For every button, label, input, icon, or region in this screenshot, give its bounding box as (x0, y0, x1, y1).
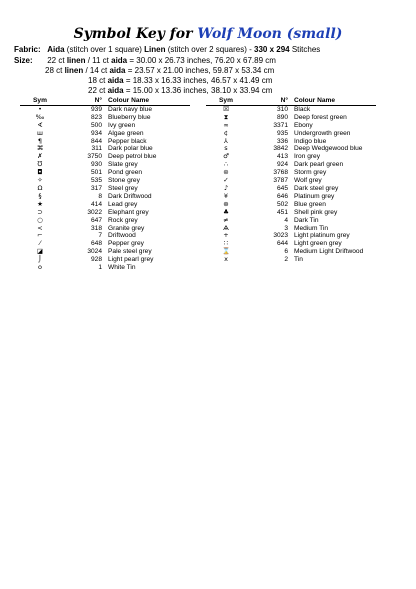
thread-number: 336 (276, 137, 288, 145)
table-row (20, 201, 190, 209)
colour-name: Dark Tin (294, 216, 319, 224)
table-row (206, 201, 376, 209)
colour-name: Pond green (108, 169, 143, 177)
symbol-glyph: ≠ (223, 215, 229, 224)
colour-name: Indigo blue (294, 137, 327, 145)
size-fabric: aida (107, 76, 124, 85)
thread-number: 3371 (273, 121, 288, 129)
colour-name: Deep Wedgewood blue (294, 145, 363, 153)
thread-number: 935 (276, 129, 288, 137)
table-row (20, 217, 190, 225)
colour-name: Medium Tin (294, 224, 329, 232)
thread-number: 823 (90, 113, 102, 121)
symbol-glyph: ○ (37, 215, 43, 224)
symbol-glyph: ☒ (223, 104, 229, 113)
fabric-aida: Aida (47, 45, 65, 54)
symbol-glyph: ⊛ (223, 199, 229, 208)
thread-number: 4 (284, 216, 288, 224)
table-header-row (206, 97, 376, 105)
table-header-row (20, 97, 190, 105)
thread-number: 413 (276, 153, 288, 161)
symbol-glyph: ∴ (223, 160, 229, 169)
table-row (20, 145, 190, 153)
size-fabric: aida (111, 56, 128, 65)
size-line-1 (14, 56, 276, 66)
thread-number: 451 (276, 208, 288, 216)
colour-name: Light platinum grey (294, 232, 350, 240)
size-fabric: aida (107, 86, 124, 95)
thread-number: 890 (276, 113, 288, 121)
thread-number: 3022 (87, 208, 102, 216)
thread-number: 934 (90, 129, 102, 137)
symbol-glyph: ✧ (37, 176, 43, 185)
symbol-glyph: ◘ (37, 168, 43, 177)
table-row (206, 138, 376, 146)
table-row (206, 153, 376, 161)
size-count: / 14 ct (83, 66, 110, 75)
table-row (20, 240, 190, 248)
colour-name: Medium Light Driftwood (294, 248, 364, 256)
symbol-glyph: ✓ (223, 176, 229, 185)
size-line-4 (88, 86, 272, 96)
thread-number: 1 (98, 264, 102, 272)
thread-number: 318 (90, 224, 102, 232)
header-number: N° (60, 97, 108, 105)
header-colour-name: Colour Name (294, 97, 376, 105)
colour-name: Elephant grey (108, 208, 149, 216)
symbol-glyph: ⌛ (221, 247, 231, 256)
colour-name: Algae green (108, 129, 144, 137)
thread-number: 501 (90, 169, 102, 177)
symbol-glyph: ⌐ (37, 231, 43, 240)
symbol-glyph: ¥ (223, 191, 229, 200)
symbol-table-left (20, 97, 190, 272)
colour-name: Pepper black (108, 137, 147, 145)
table-row (20, 232, 190, 240)
table-row (206, 232, 376, 240)
colour-name: Lead grey (108, 200, 138, 208)
fabric-linen: Linen (144, 45, 166, 54)
table-row (206, 193, 376, 201)
table-row (20, 153, 190, 161)
colour-name: Black (294, 105, 311, 113)
colour-name: Undergrowth green (294, 129, 351, 137)
symbol-glyph: Ω (37, 183, 43, 192)
thread-number: 3 (284, 224, 288, 232)
thread-number: 3787 (273, 177, 288, 185)
symbol-glyph: ♪ (223, 183, 229, 192)
table-row (20, 264, 190, 272)
symbol-glyph: § (38, 191, 42, 200)
page-title (0, 26, 416, 42)
thread-number: 3023 (273, 232, 288, 240)
table-row (20, 177, 190, 185)
thread-number: 500 (90, 121, 102, 129)
symbol-glyph: ⅄ (224, 136, 228, 145)
size-fabric: linen (66, 56, 86, 65)
thread-number: 648 (90, 240, 102, 248)
header-number: N° (246, 97, 294, 105)
table-row (20, 225, 190, 233)
table-row (20, 169, 190, 177)
size-line-2 (45, 66, 274, 76)
colour-name: Blue green (294, 200, 326, 208)
symbol-glyph: ⊜ (223, 168, 229, 177)
fabric-stitch-count: 330 x 294 (254, 45, 290, 54)
thread-number: 644 (276, 240, 288, 248)
symbol-glyph: ✗ (37, 152, 43, 161)
table-row (206, 169, 376, 177)
table-row (206, 248, 376, 256)
table-row (206, 256, 376, 264)
colour-name: Deep petrol blue (108, 153, 157, 161)
colour-name: White Tin (108, 264, 136, 272)
size-count: 22 ct (47, 56, 67, 65)
table-row (206, 177, 376, 185)
thread-number: 928 (90, 256, 102, 264)
thread-number: 414 (90, 200, 102, 208)
table-row (20, 193, 190, 201)
thread-number: 647 (90, 216, 102, 224)
table-row (206, 122, 376, 130)
colour-name: Ivy green (108, 121, 136, 129)
title-prefix: Symbol Key for (73, 26, 198, 42)
size-count: / 11 ct (85, 56, 112, 65)
colour-name: Steel grey (108, 184, 138, 192)
symbol-glyph: ℧ (37, 160, 43, 169)
fabric-line (14, 45, 320, 55)
colour-name: Pale steel grey (108, 248, 152, 256)
colour-name: Dark pearl green (294, 161, 344, 169)
thread-number: 311 (91, 145, 102, 153)
thread-number: 3750 (87, 153, 102, 161)
thread-number: 535 (90, 177, 102, 185)
table-row (20, 161, 190, 169)
symbol-glyph: Ѧ (223, 223, 229, 232)
symbol-glyph: ⧗ (223, 112, 229, 121)
header-colour-name: Colour Name (108, 97, 190, 105)
size-count: 18 ct (88, 76, 108, 85)
thread-number: 844 (90, 137, 102, 145)
header-sym: Sym (20, 97, 60, 105)
colour-name: Light pearl grey (108, 256, 154, 264)
symbol-glyph: + (223, 231, 229, 240)
colour-name: Light green grey (294, 240, 342, 248)
table-row (20, 105, 190, 113)
table-row (20, 114, 190, 122)
fabric-aida-note: (stitch over 1 square) (64, 45, 145, 54)
colour-name: Slate grey (108, 161, 138, 169)
size-count: 22 ct (88, 86, 108, 95)
symbol-glyph: ∞ (223, 120, 229, 129)
thread-number: 310 (276, 105, 288, 113)
symbol-glyph: ⊃ (37, 207, 43, 216)
colour-name: Platinum grey (294, 192, 335, 200)
symbol-glyph: ∢ (37, 120, 43, 129)
colour-name: Wolf grey (294, 177, 322, 185)
colour-name: Stone grey (108, 177, 140, 185)
symbol-table-right (206, 97, 376, 264)
table-row (206, 225, 376, 233)
size-value: = 15.00 x 13.36 inches, 38.10 x 33.94 cm (123, 86, 273, 95)
thread-number: 646 (276, 192, 288, 200)
symbol-glyph: ◪ (36, 247, 44, 256)
table-row (206, 114, 376, 122)
symbol-glyph: ⁄ (39, 239, 41, 248)
table-row (20, 130, 190, 138)
thread-number: 939 (90, 105, 102, 113)
table-row (206, 130, 376, 138)
thread-number: 3024 (87, 248, 102, 256)
symbol-glyph: ★ (37, 199, 43, 208)
table-row (20, 248, 190, 256)
colour-name: Tin (294, 256, 303, 264)
thread-number: 317 (90, 184, 102, 192)
symbol-glyph: ∷ (223, 239, 229, 248)
table-row (206, 145, 376, 153)
symbol-glyph: ꜱ (224, 144, 228, 153)
size-line-3 (88, 76, 272, 86)
symbol-glyph: ш (37, 128, 43, 137)
table-row (20, 209, 190, 217)
table-row (20, 256, 190, 264)
thread-number: 3842 (273, 145, 288, 153)
fabric-label: Fabric: (14, 45, 41, 54)
table-row (206, 185, 376, 193)
size-value: = 23.57 x 21.00 inches, 59.87 x 53.34 cm (125, 66, 275, 75)
thread-number: 8 (98, 192, 102, 200)
table-row (206, 161, 376, 169)
symbol-glyph: o (38, 263, 42, 272)
symbol-glyph: ‰ (35, 112, 45, 121)
colour-name: Iron grey (294, 153, 321, 161)
size-fabric: aida (109, 66, 126, 75)
table-row (206, 105, 376, 113)
table-row (206, 209, 376, 217)
colour-name: Granite grey (108, 224, 145, 232)
colour-name: Dark navy blue (108, 105, 152, 113)
colour-name: Storm grey (294, 169, 327, 177)
colour-name: Deep forest green (294, 113, 347, 121)
symbol-glyph: • (38, 104, 42, 113)
size-value: = 18.33 x 16.33 inches, 46.57 x 41.49 cm (123, 76, 273, 85)
thread-number: 7 (98, 232, 102, 240)
table-row (20, 138, 190, 146)
table-row (206, 217, 376, 225)
size-value: = 30.00 x 26.73 inches, 76.20 x 67.89 cm (127, 56, 276, 65)
thread-number: 924 (276, 161, 288, 169)
symbol-glyph: ⌘ (36, 144, 44, 153)
thread-number: 2 (284, 256, 288, 264)
colour-name: Driftwood (108, 232, 136, 240)
colour-name: Blueberry blue (108, 113, 151, 121)
thread-number: 930 (90, 161, 102, 169)
thread-number: 3768 (273, 169, 288, 177)
colour-name: Dark polar blue (108, 145, 153, 153)
fabric-linen-note: (stitch over 2 squares) - (165, 45, 254, 54)
table-row (20, 185, 190, 193)
symbol-glyph: x (224, 255, 228, 264)
symbol-glyph: ⌡ (38, 255, 42, 264)
size-count: 28 ct (45, 66, 65, 75)
fabric-stitch-suffix: Stitches (289, 45, 321, 54)
colour-name: Pepper grey (108, 240, 144, 248)
colour-name: Dark Driftwood (108, 192, 152, 200)
table-row (20, 122, 190, 130)
symbol-glyph: ♂ (223, 152, 229, 161)
colour-name: Dark steel grey (294, 184, 339, 192)
thread-number: 502 (276, 200, 288, 208)
symbol-glyph: ¢ (223, 128, 229, 137)
size-fabric: linen (64, 66, 84, 75)
thread-number: 645 (276, 184, 288, 192)
size-label: Size: (14, 56, 33, 65)
title-pattern-name: Wolf Moon (small) (197, 26, 343, 42)
symbol-glyph: ♣ (223, 207, 229, 216)
colour-name: Rock grey (108, 216, 138, 224)
thread-number: 6 (284, 248, 288, 256)
table-row (206, 240, 376, 248)
symbol-glyph: ¶ (37, 136, 43, 145)
header-sym: Sym (206, 97, 246, 105)
colour-name: Shell pink grey (294, 208, 338, 216)
symbol-glyph: < (37, 223, 43, 232)
colour-name: Ebony (294, 121, 313, 129)
